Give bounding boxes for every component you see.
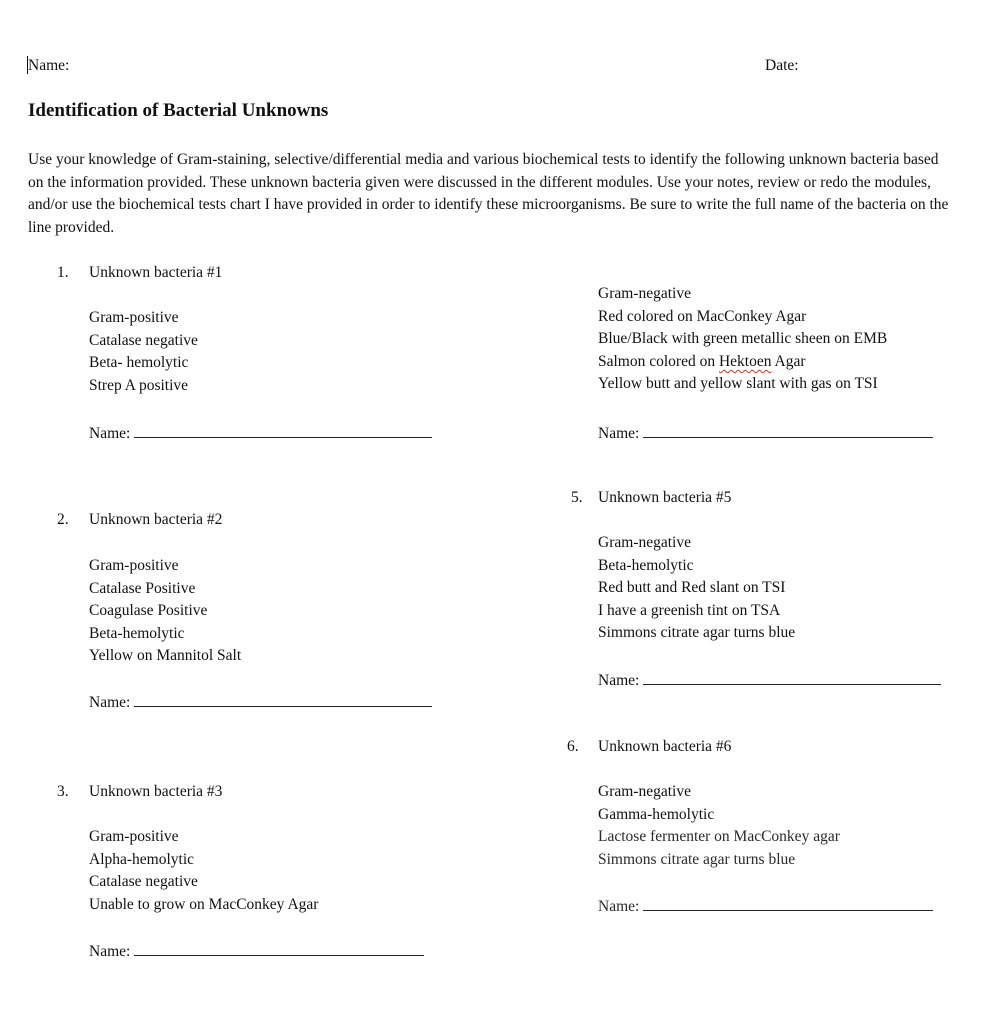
trait: Strep A positive — [89, 376, 189, 394]
answer-label: Name: — [598, 425, 640, 442]
unknown-5-answer-line[interactable] — [598, 670, 941, 690]
trait: Catalase Positive — [89, 579, 196, 597]
trait: Catalase negative — [89, 331, 198, 349]
trait: Salmon colored on Hektoen Agar — [598, 352, 806, 370]
answer-blank[interactable] — [134, 941, 424, 956]
unknown-2-traits — [89, 555, 241, 668]
intro-paragraph: Use your knowledge of Gram-staining, selective/differential media and various biochemical tests to identify the following unknown bacteria based on the information provided. These unknown bacteria given were discussed in the different modules. Use your notes, review or redo the modules, and/or use the biochemical tests chart I have provided in order to identify these microorganisms. Be sure to write the full name of the bacteria on the line provided. — [28, 151, 949, 236]
answer-label: Name: — [598, 672, 640, 689]
unknown-3-answer-line[interactable] — [89, 941, 424, 961]
answer-label: Name: — [89, 943, 131, 960]
unknown-6-heading: Unknown bacteria #6 — [598, 738, 732, 755]
unknown-1-number: 1. — [57, 264, 69, 281]
answer-label: Name: — [89, 694, 131, 711]
unknown-2-number: 2. — [57, 511, 69, 528]
unknown-4-answer-line[interactable] — [598, 423, 933, 443]
unknown-5-traits — [598, 532, 795, 645]
trait: Red butt and Red slant on TSI — [598, 579, 786, 597]
unknown-1-heading: Unknown bacteria #1 — [89, 264, 223, 281]
trait: Coagulase Positive — [89, 602, 208, 620]
trait: Yellow on Mannitol Salt — [89, 647, 242, 665]
trait: Beta- hemolytic — [89, 354, 189, 372]
date-label: Date: — [765, 57, 799, 74]
trait: Alpha-hemolytic — [89, 850, 195, 868]
trait: Red colored on MacConkey Agar — [598, 307, 807, 325]
trait: Beta-hemolytic — [89, 624, 185, 642]
unknown-1-traits — [89, 307, 198, 397]
spellcheck-word: Hektoen — [718, 352, 772, 370]
trait: Lactose fermenter on MacConkey agar — [598, 828, 840, 846]
answer-blank[interactable] — [134, 423, 432, 438]
trait: Gram-positive — [89, 828, 179, 845]
answer-blank[interactable] — [643, 423, 933, 438]
name-label: Name: — [28, 57, 70, 74]
trait: Simmons citrate agar turns blue — [598, 850, 796, 868]
answer-blank[interactable] — [134, 692, 432, 707]
unknown-6-number: 6. — [567, 738, 579, 755]
answer-blank[interactable] — [643, 896, 933, 911]
answer-label: Name: — [89, 425, 131, 442]
unknown-4-traits — [598, 283, 887, 396]
trait: Unable to grow on MacConkey Agar — [89, 895, 319, 913]
unknown-3-number: 3. — [57, 783, 69, 800]
unknown-2-heading: Unknown bacteria #2 — [89, 511, 223, 528]
trait: I have a greenish tint on TSA — [598, 601, 781, 619]
answer-blank[interactable] — [643, 670, 941, 685]
page-title: Identification of Bacterial Unknowns — [28, 100, 329, 121]
unknown-1-answer-line[interactable] — [89, 423, 432, 443]
trait: Gram-negative — [598, 285, 691, 302]
trait: Catalase negative — [89, 873, 198, 891]
unknown-3-traits — [89, 826, 318, 916]
trait: Beta-hemolytic — [598, 556, 694, 574]
trait: Simmons citrate agar turns blue — [598, 624, 796, 642]
unknown-6-traits — [598, 781, 840, 871]
unknown-6-answer-line[interactable] — [598, 896, 933, 916]
trait: Gamma-hemolytic — [598, 805, 715, 823]
unknown-2-answer-line[interactable] — [89, 692, 432, 712]
answer-label: Name: — [598, 898, 640, 915]
unknown-5-heading: Unknown bacteria #5 — [598, 489, 732, 506]
unknown-5-number: 5. — [571, 489, 583, 506]
trait: Gram-negative — [598, 783, 691, 800]
trait: Gram-positive — [89, 557, 179, 574]
trait: Yellow butt and yellow slant with gas on TSI — [598, 375, 878, 393]
trait: Gram-negative — [598, 534, 691, 551]
trait: Gram-positive — [89, 309, 179, 326]
unknown-3-heading: Unknown bacteria #3 — [89, 783, 223, 800]
trait: Blue/Black with green metallic sheen on EMB — [598, 330, 888, 348]
